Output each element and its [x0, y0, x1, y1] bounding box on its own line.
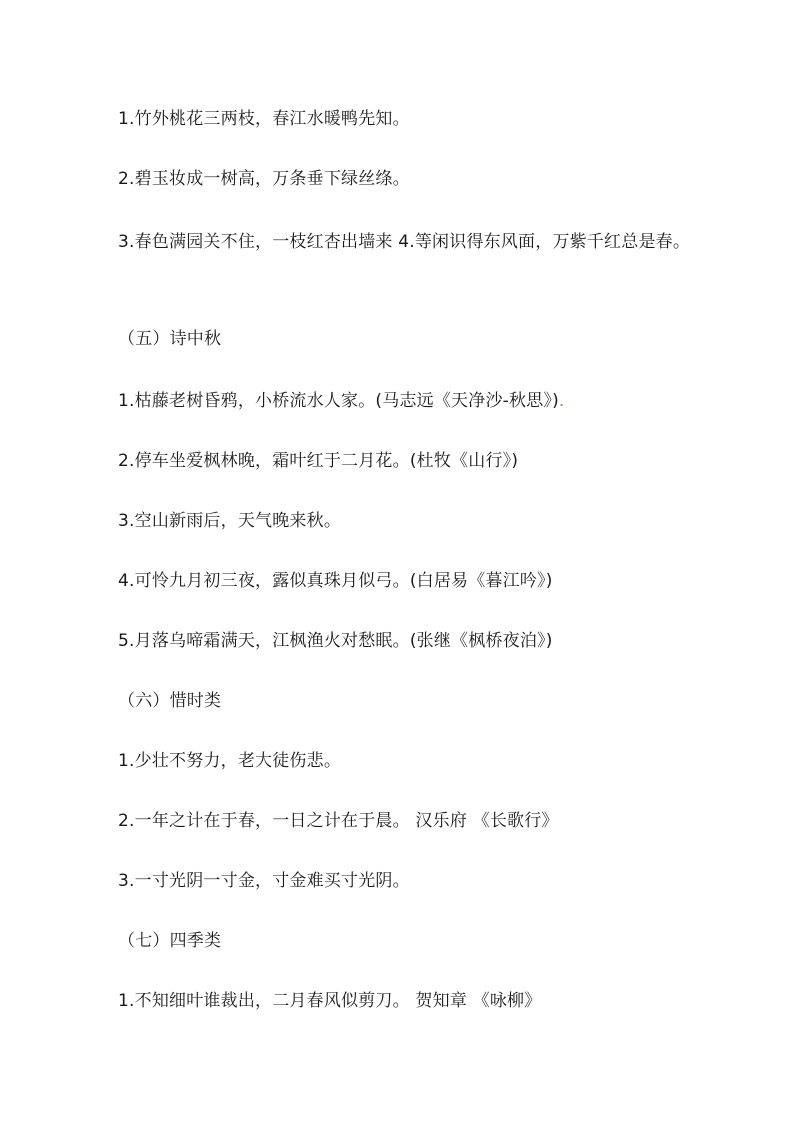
poem-line-3: 3.春色满园关不住，一枝红杏出墙来 4.等闲识得东风面，万紫千红总是春。	[118, 232, 691, 252]
autumn-line-5: 5.月落乌啼霜满天，江枫渔火对愁眠。(张继《枫桥夜泊》)	[118, 631, 553, 651]
poem-line-1: 1.竹外桃花三两枝，春江水暖鸭先知。	[118, 109, 410, 129]
trailing-dot-mark: .	[558, 391, 565, 411]
time-line-1: 1.少壮不努力，老大徒伤悲。	[118, 751, 342, 771]
section-heading-autumn: （五）诗中秋	[118, 329, 222, 349]
season-line-1: 1.不知细叶谁裁出，二月春风似剪刀。 贺知章 《咏柳》	[118, 991, 542, 1011]
autumn-line-2: 2.停车坐爱枫林晚，霜叶红于二月花。(杜牧《山行》)	[118, 451, 519, 471]
autumn-line-1-text: 1.枯藤老树昏鸦，小桥流水人家。(马志远《天净沙-秋思》)	[118, 391, 559, 411]
time-line-2: 2.一年之计在于春，一日之计在于晨。 汉乐府 《长歌行》	[118, 811, 559, 831]
poem-line-2: 2.碧玉妆成一树高，万条垂下绿丝绦。	[118, 169, 410, 189]
time-line-3: 3.一寸光阴一寸金，寸金难买寸光阴。	[118, 871, 410, 891]
autumn-line-4: 4.可怜九月初三夜，露似真珠月似弓。(白居易《暮江吟》)	[118, 571, 553, 591]
section-heading-time: （六）惜时类	[118, 691, 222, 711]
autumn-line-3: 3.空山新雨后，天气晚来秋。	[118, 511, 342, 531]
section-heading-seasons: （七）四季类	[118, 931, 222, 951]
autumn-line-1	[118, 390, 698, 412]
